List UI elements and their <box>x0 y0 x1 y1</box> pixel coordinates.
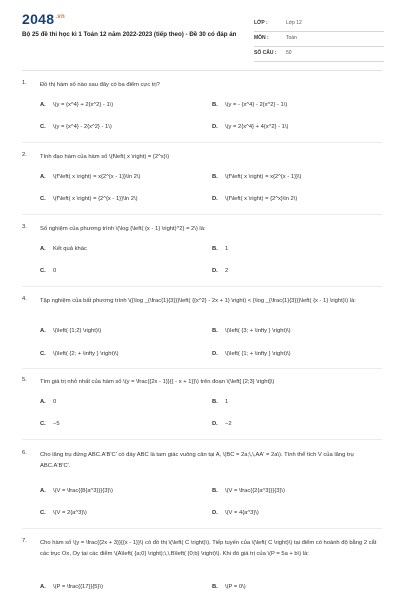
logo-suffix: .vn <box>55 14 65 21</box>
option-text: \(f'\left( x \right) = x{2^{x - 1}}\) <box>225 174 302 180</box>
question-divider <box>22 286 382 287</box>
option-letter: A. <box>40 174 46 180</box>
info-value: 50 <box>286 50 292 56</box>
question-divider <box>22 528 382 529</box>
option-letter: B. <box>212 584 218 590</box>
option-text: \(P = \frac{{17}}{5}\) <box>53 584 104 590</box>
option-text: \(\left( {1; + \infty } \right)\) <box>225 351 291 357</box>
option-letter: A. <box>40 488 46 494</box>
question-6 <box>22 450 382 516</box>
option-letter: C. <box>40 124 46 130</box>
option-text: 1 <box>225 399 229 405</box>
option-text: 0 <box>53 399 57 405</box>
option-letter: A. <box>40 584 46 590</box>
option-letter: B. <box>212 328 218 334</box>
question-5 <box>22 377 382 427</box>
option-letter: C. <box>40 196 46 202</box>
question-divider <box>22 142 382 143</box>
question-4 <box>22 296 382 357</box>
document-title: Bộ 25 đề thi học kì 1 Toán 12 năm 2022-2023 (tiếp theo) - Đề 30 có đáp án <box>22 31 237 38</box>
question-number: 6. <box>22 450 27 456</box>
option-text: 0 <box>53 268 57 274</box>
option-letter: A. <box>40 328 46 334</box>
question-number: 4. <box>22 296 27 302</box>
option-letter: B. <box>212 246 218 252</box>
question-text: Số nghiệm của phương trình \(\log {\left( {x - 1} \right)^2} = 2\) là: <box>40 226 206 232</box>
question-text: Tìm giá trị nhỏ nhất của hàm số \(y = \frac{{2x - 1}}{{ - x + 1}}\) trên đoạn \(\left[ {2;3} \right]\) <box>40 379 275 385</box>
option-letter: D. <box>212 421 218 427</box>
option-text: \(P = 0\) <box>225 584 246 590</box>
question-2 <box>22 152 382 202</box>
option-letter: A. <box>40 246 46 252</box>
question-text: Tập nghiệm của bất phương trình \({\log _{\frac{1}{3}}}\left( {{x^2} - 2x + 1} \right) < {\log _{\frac{1}{3}}}\left( {x - 1} \right)\) là: <box>40 298 356 304</box>
option-text: \(y = {x^4} + 2{x^2} - 1\) <box>53 102 114 108</box>
option-text: \(f'\left( x \right) = {2^{x - 1}}\ln 2\) <box>53 196 138 202</box>
header-divider <box>22 70 382 71</box>
option-text: \(f'\left( x \right) = {2^x}\ln 2\) <box>225 196 298 202</box>
info-row-subject <box>254 32 384 47</box>
question-3 <box>22 224 382 274</box>
option-letter: C. <box>40 421 46 427</box>
option-text: 1 <box>225 246 229 252</box>
option-letter: A. <box>40 399 46 405</box>
option-text: \(\left( {2; + \infty } \right)\) <box>53 351 119 357</box>
option-letter: D. <box>212 510 218 516</box>
question-number: 3. <box>22 224 27 230</box>
question-number: 5. <box>22 377 27 383</box>
option-text: \(V = \frac{{8{a^3}}}{3}\) <box>53 488 113 494</box>
option-text: −5 <box>53 421 60 427</box>
question-text: Cho lăng trụ đứng ABC.A'B'C' có đáy ABC là tam giác vuông cân tại A, \(BC = 2a;\,\,AA' = 2a\). Tính thể tích V của lăng trụ ABC.A'B'C'. <box>40 452 354 469</box>
option-letter: A. <box>40 102 46 108</box>
option-letter: B. <box>212 488 218 494</box>
option-letter: D. <box>212 196 218 202</box>
option-text: \(y = - {x^4} - 2{x^2} - 1\) <box>225 102 288 108</box>
question-text: Đồ thị hàm số nào sau đây có ba điểm cực trị? <box>40 82 160 88</box>
option-letter: C. <box>40 510 46 516</box>
info-row-count <box>254 47 384 62</box>
option-text: \(\left( {3; + \infty } \right)\) <box>225 328 291 334</box>
option-text: \(y = 2{x^4} + 4{x^2} - 1\) <box>225 124 289 130</box>
option-letter: B. <box>212 399 218 405</box>
option-letter: D. <box>212 351 218 357</box>
info-label: MÔN : <box>254 35 269 41</box>
option-letter: D. <box>212 124 218 130</box>
question-text: Cho hàm số \(y = \frac{{2x + 3}}{{x - 1}}\) có đồ thị \(\left( C \right)\). Tiếp tuyến của \(\left( C \right)\) tại điểm có hoành độ bằng 2 cắt các trục Ox, Oy tại các điểm \(A\left( {a;0} \right);\,\,B\left( {0;b} \right)\). Khi đó giá trị của \(P = 5a + b\) là: <box>40 540 377 557</box>
option-text: 2 <box>225 268 229 274</box>
option-letter: D. <box>212 268 218 274</box>
question-divider <box>22 439 382 440</box>
question-divider <box>22 368 382 369</box>
question-number: 1. <box>22 80 27 86</box>
info-row-class <box>254 17 384 32</box>
question-text: Tính đạo hàm của hàm số \(f\left( x \right) = {2^x}\) <box>40 154 170 160</box>
option-text: \(V = 2{a^3}\) <box>53 510 87 516</box>
info-label: LỚP : <box>254 20 268 26</box>
question-1 <box>22 80 382 130</box>
question-7 <box>22 538 382 590</box>
header <box>0 0 400 66</box>
info-label: SỐ CÂU : <box>254 50 277 56</box>
option-letter: B. <box>212 102 218 108</box>
option-letter: C. <box>40 268 46 274</box>
option-text: \(f'\left( x \right) = x{2^{x - 1}}\ln 2\) <box>53 174 141 180</box>
question-divider <box>22 214 382 215</box>
option-text: Kết quả khác <box>53 246 87 252</box>
info-value: Lớp 12 <box>286 20 302 26</box>
option-letter: B. <box>212 174 218 180</box>
option-letter: C. <box>40 351 46 357</box>
question-number: 2. <box>22 152 27 158</box>
info-table <box>254 17 384 62</box>
option-text: \(y = {x^4} - 2{x^2} - 1\) <box>53 124 112 130</box>
info-value: Toán <box>286 35 297 41</box>
logo[interactable] <box>22 11 65 27</box>
option-text: \(V = \frac{{2{a^3}}}{3}\) <box>225 488 285 494</box>
question-number: 7. <box>22 538 27 544</box>
option-text: −2 <box>225 421 232 427</box>
logo-text: 2048 <box>22 11 55 27</box>
option-text: \(\left( {1;2} \right)\) <box>53 328 102 334</box>
option-text: \(V = 4{a^3}\) <box>225 510 259 516</box>
